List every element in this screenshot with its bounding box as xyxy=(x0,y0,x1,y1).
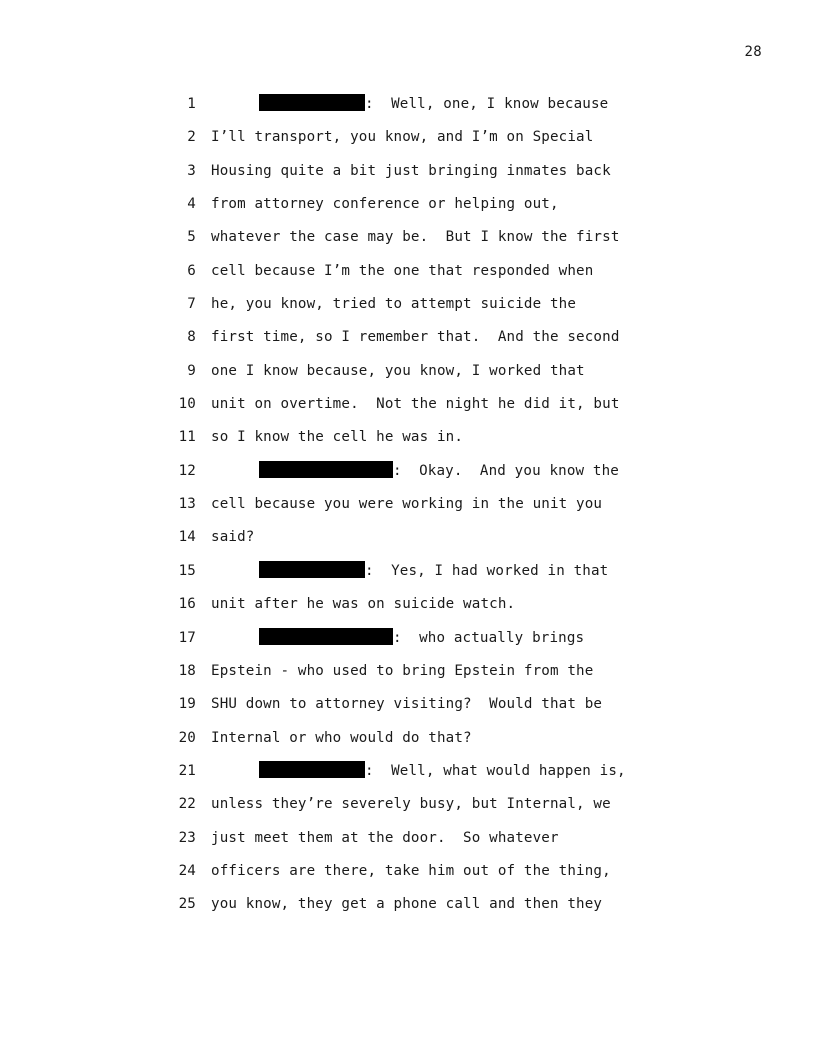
line-number: 2 xyxy=(187,129,196,146)
line-content: just meet them at the door. So whatever xyxy=(211,829,559,846)
line-content: I’ll transport, you know, and I’m on Special xyxy=(211,129,594,146)
transcript-line xyxy=(170,461,690,494)
line-number: 19 xyxy=(178,696,196,713)
redacted-speaker-name xyxy=(259,561,365,578)
transcript-line xyxy=(170,694,690,727)
line-number: 7 xyxy=(187,296,196,313)
line-content: he, you know, tried to attempt suicide the xyxy=(211,296,577,313)
line-number: 25 xyxy=(178,896,196,913)
transcript-line xyxy=(170,161,690,194)
line-text xyxy=(211,427,463,447)
transcript-line xyxy=(170,561,690,594)
line-content: SHU down to attorney visiting? Would that be xyxy=(211,696,603,713)
line-content: one I know because, you know, I worked that xyxy=(211,362,585,379)
transcript-line xyxy=(170,728,690,761)
transcript-line xyxy=(170,494,690,527)
line-number: 21 xyxy=(178,762,196,779)
line-text xyxy=(211,794,611,814)
line-number: 11 xyxy=(178,429,196,446)
line-content: unit after he was on suicide watch. xyxy=(211,596,516,613)
line-text xyxy=(211,828,559,848)
transcript-line xyxy=(170,427,690,460)
line-content: : who actually brings xyxy=(393,629,585,646)
line-content: : Well, what would happen is, xyxy=(365,762,626,779)
line-text xyxy=(211,494,602,514)
line-number: 20 xyxy=(178,729,196,746)
redacted-speaker-name xyxy=(259,628,393,645)
line-text xyxy=(211,527,254,547)
transcript-line xyxy=(170,294,690,327)
line-number: 12 xyxy=(178,462,196,479)
line-content: from attorney conference or helping out, xyxy=(211,196,559,213)
line-number: 14 xyxy=(178,529,196,546)
redacted-speaker-name xyxy=(259,461,393,478)
line-text xyxy=(211,861,611,881)
line-text xyxy=(211,394,620,414)
transcript-line xyxy=(170,394,690,427)
line-content: said? xyxy=(211,529,255,546)
line-text xyxy=(211,127,593,147)
line-content: whatever the case may be. But I know the first xyxy=(211,229,620,246)
line-content: unless they’re severely busy, but Internal, we xyxy=(211,796,611,813)
line-number: 18 xyxy=(178,662,196,679)
transcript-line xyxy=(170,127,690,160)
speaker-line-text xyxy=(259,94,608,114)
line-content: officers are there, take him out of the thing, xyxy=(211,862,611,879)
speaker-line-text xyxy=(259,628,584,648)
line-text xyxy=(211,594,515,614)
line-text xyxy=(211,728,472,748)
transcript-line xyxy=(170,261,690,294)
line-text xyxy=(211,227,620,247)
line-text xyxy=(211,661,593,681)
transcript-line xyxy=(170,661,690,694)
redacted-speaker-name xyxy=(259,94,365,111)
line-number: 8 xyxy=(187,329,196,346)
line-number: 22 xyxy=(178,796,196,813)
line-content: Housing quite a bit just bringing inmates back xyxy=(211,162,611,179)
transcript-line xyxy=(170,628,690,661)
line-text xyxy=(211,894,602,914)
line-number: 17 xyxy=(178,629,196,646)
transcript-line xyxy=(170,794,690,827)
line-text xyxy=(211,194,559,214)
line-text xyxy=(211,361,585,381)
line-content: first time, so I remember that. And the second xyxy=(211,329,620,346)
line-number: 15 xyxy=(178,562,196,579)
line-content: : Yes, I had worked in that xyxy=(365,562,609,579)
line-content: Internal or who would do that? xyxy=(211,729,472,746)
line-text xyxy=(211,161,611,181)
line-number: 6 xyxy=(187,262,196,279)
line-number: 4 xyxy=(187,196,196,213)
transcript-line xyxy=(170,894,690,927)
line-content: unit on overtime. Not the night he did it, but xyxy=(211,396,620,413)
transcript-line xyxy=(170,594,690,627)
speaker-line-text xyxy=(259,461,619,481)
line-content: cell because I’m the one that responded when xyxy=(211,262,594,279)
transcript-line xyxy=(170,527,690,560)
line-number: 13 xyxy=(178,496,196,513)
transcript-line xyxy=(170,227,690,260)
line-content: you know, they get a phone call and then they xyxy=(211,896,603,913)
transcript-line xyxy=(170,94,690,127)
line-content: : Well, one, I know because xyxy=(365,96,609,112)
line-content: so I know the cell he was in. xyxy=(211,429,464,446)
redacted-speaker-name xyxy=(259,761,365,778)
line-number: 23 xyxy=(178,829,196,846)
line-content: : Okay. And you know the xyxy=(393,462,619,479)
line-number: 5 xyxy=(187,229,196,246)
line-text xyxy=(211,327,620,347)
line-text xyxy=(211,694,602,714)
speaker-line-text xyxy=(259,761,626,781)
speaker-line-text xyxy=(259,561,608,581)
line-text xyxy=(211,261,593,281)
transcript-line xyxy=(170,194,690,227)
line-content: Epstein - who used to bring Epstein from the xyxy=(211,662,594,679)
transcript-line xyxy=(170,327,690,360)
transcript-line xyxy=(170,861,690,894)
transcript-line xyxy=(170,361,690,394)
transcript-line xyxy=(170,761,690,794)
line-text xyxy=(211,294,576,314)
line-number: 24 xyxy=(178,862,196,879)
page-number: 28 xyxy=(744,44,762,60)
line-number: 10 xyxy=(178,396,196,413)
line-number: 3 xyxy=(187,162,196,179)
line-number: 16 xyxy=(178,596,196,613)
line-content: cell because you were working in the unit you xyxy=(211,496,603,513)
transcript-line xyxy=(170,828,690,861)
transcript-body xyxy=(170,94,690,928)
line-number: 1 xyxy=(187,96,196,112)
line-number: 9 xyxy=(187,362,196,379)
